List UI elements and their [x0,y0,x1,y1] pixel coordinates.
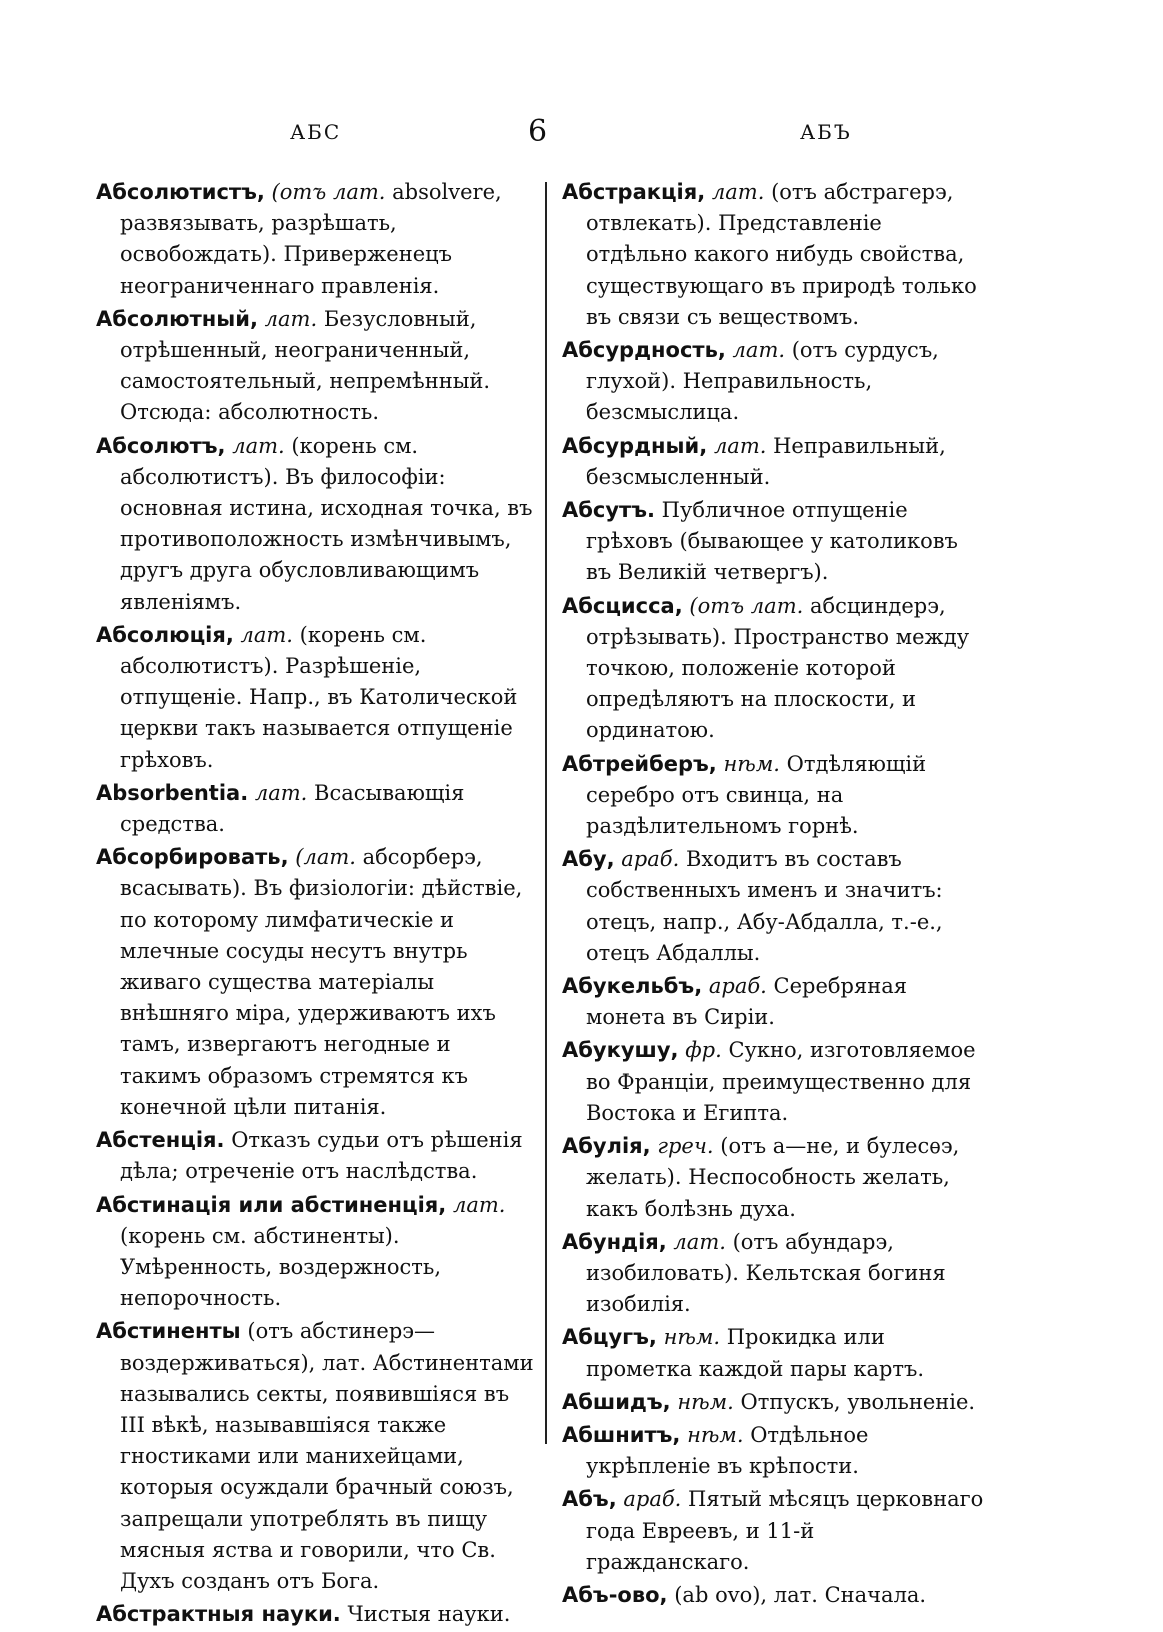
dictionary-entry [562,1580,984,1611]
dictionary-entry [562,591,984,747]
dictionary-entry [96,778,536,840]
entry-text: Отпускъ, увольненіе. [740,1389,976,1414]
entry-headword: Абу, [562,847,615,872]
dictionary-entry [562,1420,984,1482]
entry-headword: Абстинація или абстиненція, [96,1192,447,1217]
dictionary-entry [562,177,984,333]
dictionary-entry [562,844,984,969]
left-column [96,177,536,1632]
entry-text: (отъ абстинерэ—воздерживаться), лат. Абстинентами назывались секты, появившіяся въ III вѣкѣ, называвшіяся также гностиками или манихейцами, которыя осуждали брачный союзъ, запрещали употреблять въ пищу мясныя яства и говорили, что Св. Духъ созданъ отъ Бога. [120,1319,534,1593]
entry-text: Чистыя науки. [347,1602,511,1627]
dictionary-entry [96,1190,536,1315]
entry-text: Безусловный, отрѣшенный, неограниченный, самостоятельный, непремѣнный. Отсюда: абсолютность. [120,306,491,425]
entry-headword: Абстенція. [96,1128,225,1153]
entry-label: лат. [264,306,318,331]
entry-text: Публичное отпущеніе грѣховъ (бывающее у католиковъ въ Великій четвергъ). [586,498,958,585]
entry-label: лат. [232,433,285,458]
entry-text: Отдѣльное укрѣпленіе въ крѣпости. [586,1422,869,1479]
entry-label: лат. [713,433,767,458]
entry-headword: Абсутъ. [562,498,655,523]
dictionary-entry [562,1035,984,1129]
column-divider [545,182,547,1444]
entry-text: Отказъ судьи отъ рѣшенія дѣла; отреченіе отъ наслѣдства. [120,1128,523,1184]
entry-text: Отдѣляющій серебро отъ свинца, на раздѣлительномъ горнѣ. [586,751,927,839]
right-column [562,177,984,1613]
entry-text: (корень см. абсолютистъ). Разрѣшеніе, отпущеніе. Напр., въ Католической церкви такъ называется отпущеніе грѣховъ. [120,622,518,772]
entry-text: (корень см. абсолютистъ). Въ философіи: основная истина, исходная точка, въ противоположность измѣнчивымъ, другъ друга обусловливающимъ явленіямъ. [120,433,533,614]
entry-text: absolvere, развязывать, разрѣшать, освобождать). Приверженецъ неограниченнаго правленія. [120,180,502,298]
entry-headword: Абсцисса, [562,593,683,618]
dictionary-entry [96,1125,536,1187]
dictionary-entry [562,749,984,843]
entry-label: фр. [685,1038,722,1063]
entry-headword: Абстрактныя науки. [96,1602,341,1627]
entry-headword: Абшидъ, [562,1389,671,1414]
entry-headword: Абсорбировать, [96,845,289,870]
dictionary-entry [96,620,536,776]
dictionary-entry [562,971,984,1033]
entry-text: (отъ абундарэ, изобиловать). Кельтская богиня изобилія. [586,1229,946,1317]
entry-text: Серебряная монета въ Сиріи. [586,974,908,1030]
dictionary-entry [562,1484,984,1578]
entry-label: лат. [732,338,786,363]
dictionary-entry [562,495,984,589]
entry-text: (отъ сурдусъ, глухой). Неправильность, безсмыслица. [586,338,939,425]
entry-headword: Абъ-ово, [562,1582,668,1607]
entry-label: лат. [254,780,308,805]
entry-text: Сукно, изготовляемое во Франціи, преимущественно для Востока и Египта. [586,1038,976,1125]
entry-headword: Абъ, [562,1487,617,1512]
entry-label: (отъ лат. [689,593,804,618]
entry-headword: Абстракція, [562,180,706,204]
running-header-right: АБЪ [800,120,852,144]
dictionary-entry [96,842,536,1123]
entry-text: (ab ovo), лат. Сначала. [674,1582,927,1607]
entry-label: лат. [711,180,765,204]
entry-headword: Абундія, [562,1229,667,1254]
entry-label: (отъ лат. [271,180,386,204]
entry-headword: Абшнитъ, [562,1422,681,1447]
entry-headword: Абсолютистъ, [96,180,265,204]
entry-text: абсорберэ, всасывать). Въ физіологіи: дѣйствіе, по которому лимфатическіе и млечные сосуды несутъ внутрь живаго существа матеріалы внѣшняго міра, удерживаютъ ихъ тамъ, извергаютъ негодные и такимъ образомъ стремятся къ конечной цѣли питанія. [120,845,523,1119]
entry-headword: Абукушу, [562,1038,679,1063]
entry-label: лат. [240,622,293,647]
entry-text: Входитъ въ составъ собственныхъ именъ и значитъ: отецъ, напр., Абу-Абдалла, т.-е., отецъ Абдаллы. [586,847,943,965]
dictionary-entry [96,304,536,429]
dictionary-entry [562,1131,984,1225]
dictionary-entry [96,177,536,302]
entry-headword: Абукельбъ, [562,974,703,999]
page-number: 6 [528,114,550,149]
entry-headword: Абулія, [562,1134,651,1159]
dictionary-entry [562,1227,984,1321]
running-header-left: АБС [290,120,342,144]
entry-label: лат. [673,1229,726,1254]
entry-headword: Абсурдность, [562,338,726,363]
entry-label: араб. [621,847,680,872]
entry-headword: Абсурдный, [562,433,708,458]
entry-text: (корень см. абстиненты). Умѣренность, воздержность, непорочность. [120,1223,442,1311]
entry-label: нѣм. [677,1389,734,1414]
entry-text: (отъ а—не, и булесѳэ, желать). Неспособность желать, какъ болѣзнь духа. [586,1134,960,1221]
dictionary-entry [562,1387,984,1418]
entry-headword: Абсолютный, [96,306,258,331]
entry-label: араб. [708,974,767,999]
entry-headword: Absorbentia. [96,780,249,805]
dictionary-entry [96,431,536,618]
entry-text: (отъ абстрагерэ, отвлекать). Представленіе отдѣльно какого нибудь свойства, существующаго въ природѣ только въ связи съ веществомъ. [586,180,977,329]
entry-label: греч. [657,1134,714,1159]
entry-label: лат. [452,1192,506,1217]
entry-headword: Абцугъ, [562,1325,657,1350]
entry-label: нѣм. [663,1325,721,1350]
entry-headword: Абстиненты [96,1319,241,1344]
entry-label: (лат. [295,845,356,870]
entry-label: араб. [623,1487,682,1512]
entry-headword: Абсолюція, [96,622,234,647]
dictionary-entry [562,1322,984,1384]
dictionary-entry [96,1316,536,1597]
dictionary-entry [562,335,984,429]
entry-text: Неправильный, безсмысленный. [586,433,946,489]
dictionary-entry [96,1599,536,1630]
entry-label: нѣм. [723,751,780,776]
entry-text: Пятый мѣсяцъ церковнаго года Евреевъ, и 11-й гражданскаго. [586,1487,984,1574]
entry-headword: Абтрейберъ, [562,751,717,776]
entry-text: абсциндерэ, отрѣзывать). Пространство между точкою, положеніе которой опредѣляютъ на плоскости, и ординатою. [586,593,970,743]
entry-label: нѣм. [687,1422,744,1447]
entry-text: Всасывающія средства. [120,780,465,837]
entry-headword: Абсолютъ, [96,433,226,458]
entry-text: Прокидка или прометка каждой пары картъ. [586,1325,925,1381]
dictionary-entry [562,431,984,493]
